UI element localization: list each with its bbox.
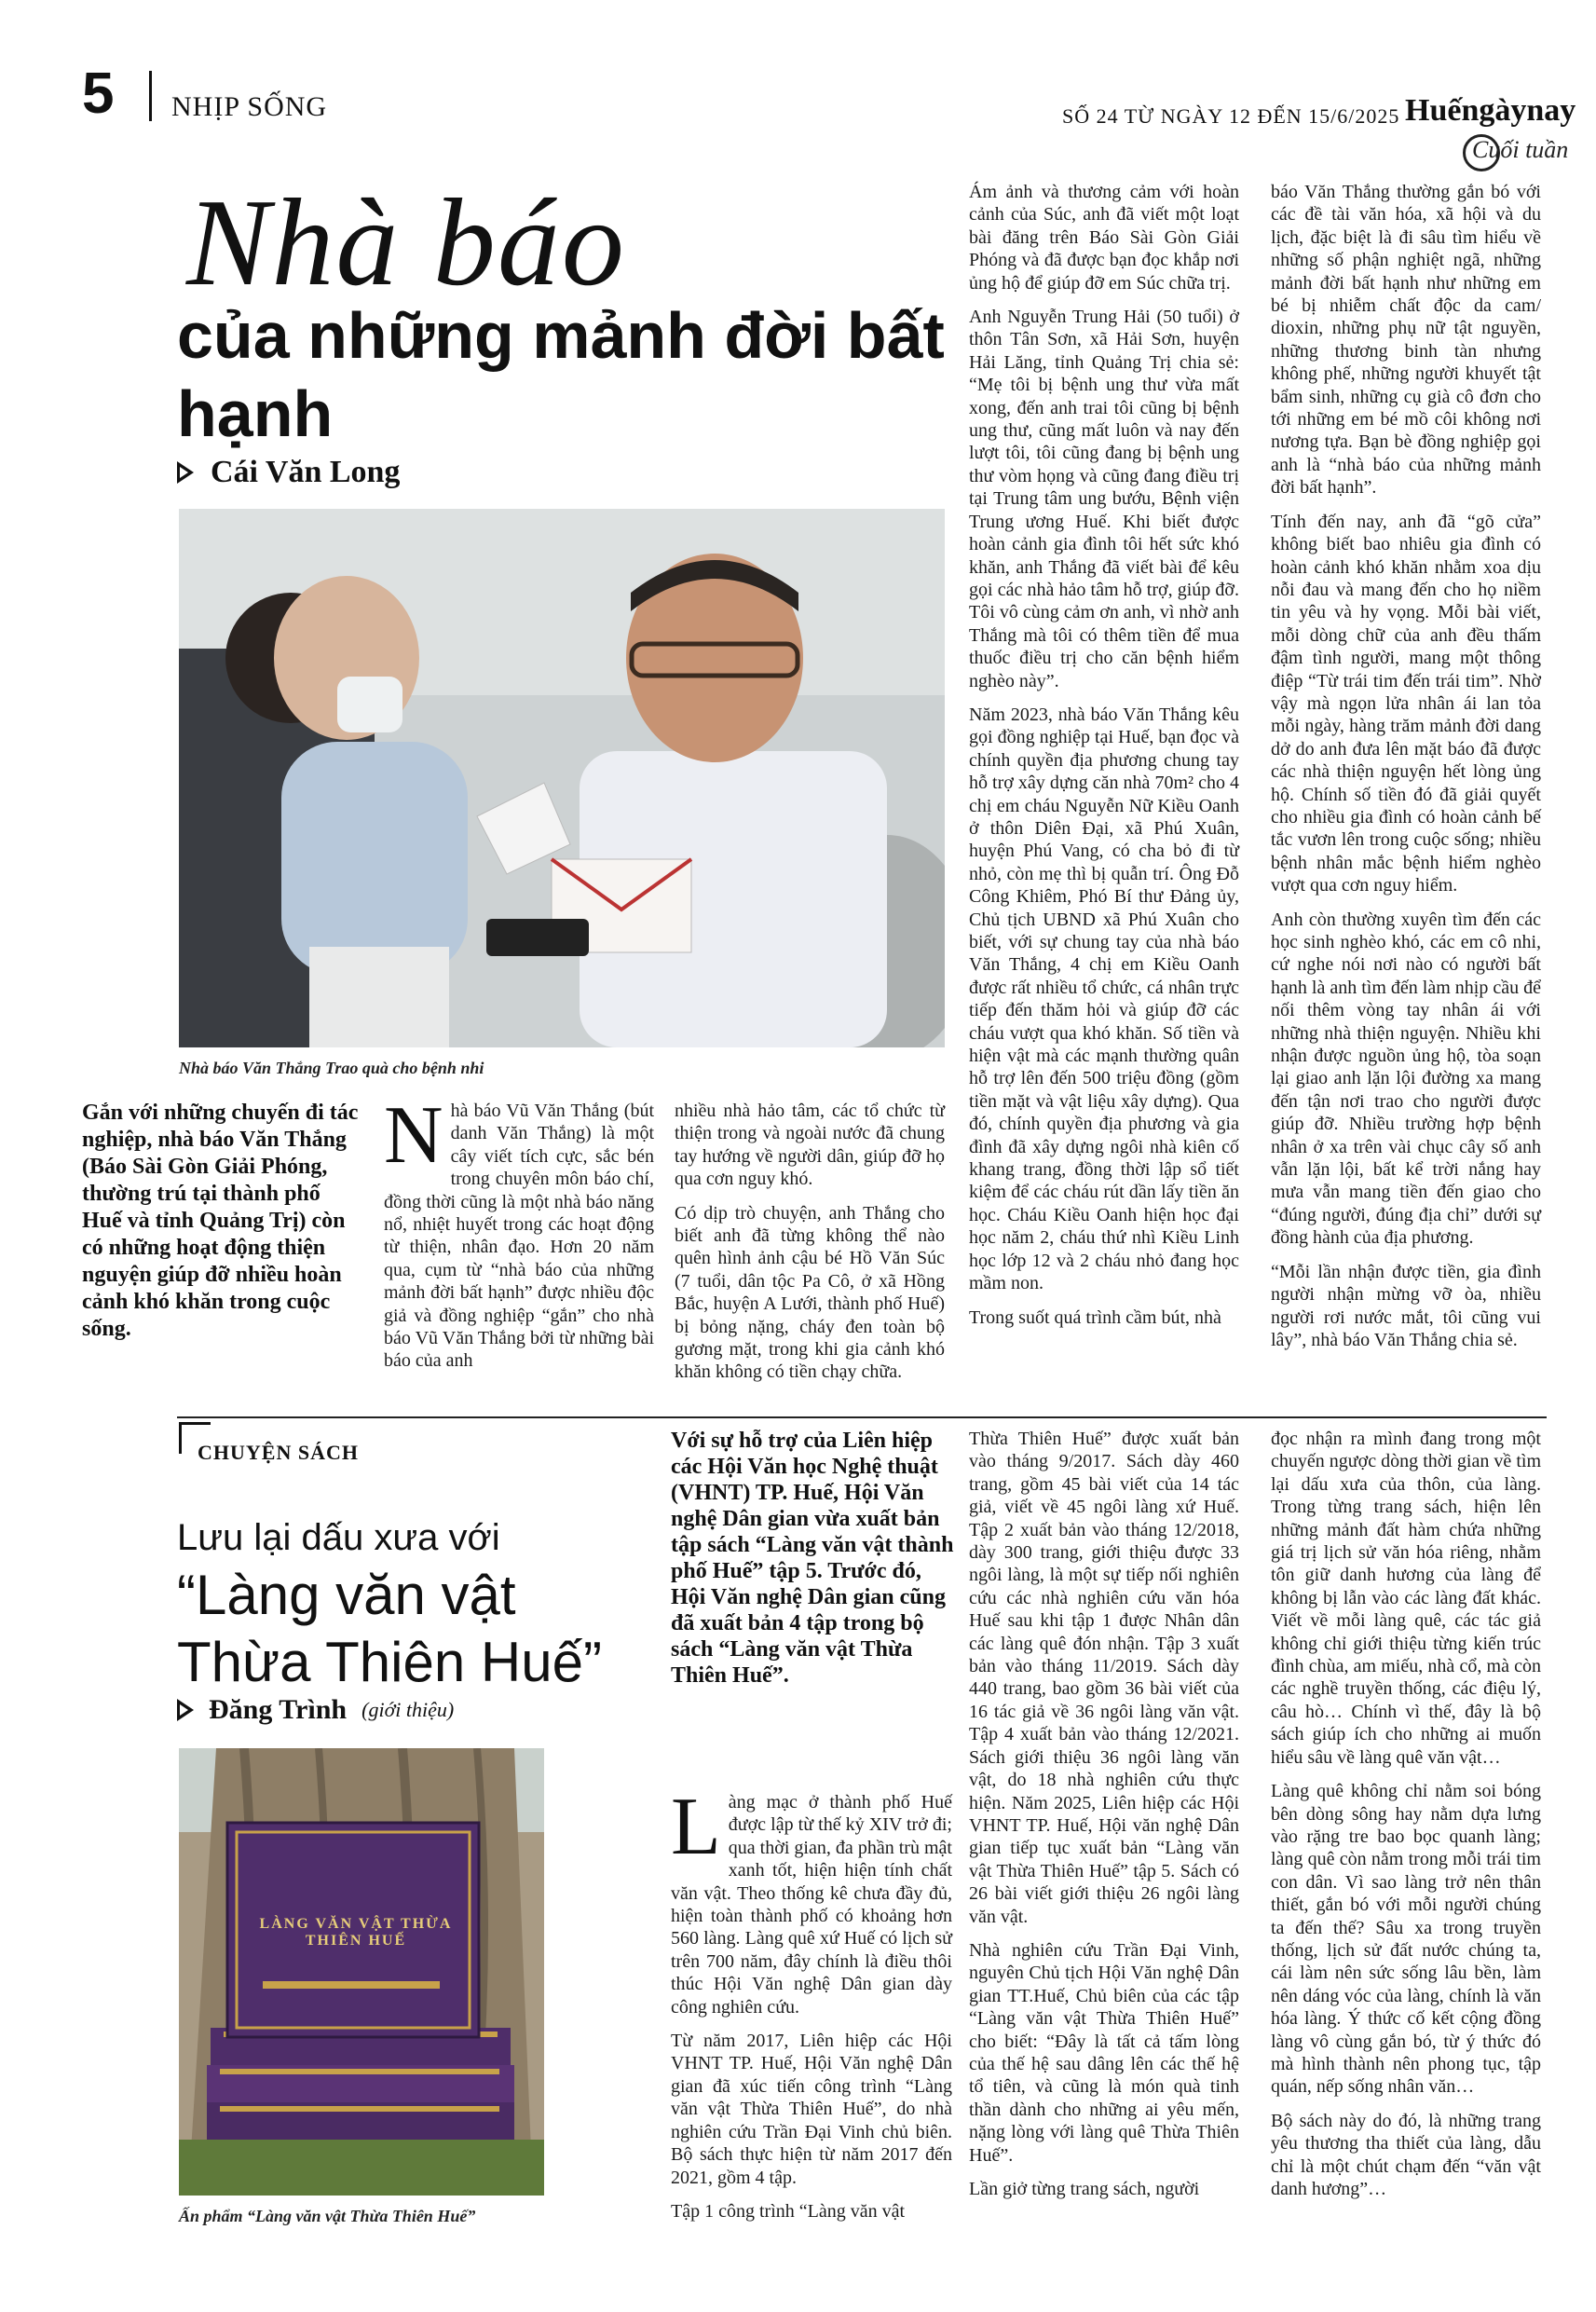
article1-column-4 [1271, 181, 1541, 1362]
article2-photo-caption: Ấn phẩm “Làng văn vật Thừa Thiên Huế” [179, 2207, 476, 2225]
article2-col2-paragraph: Tập 1 công trình “Làng văn vật [671, 2200, 906, 2222]
article1-lede: Gắn với những chuyến đi tác nghiệp, nhà báo Văn Thắng (Báo Sài Gòn Giải Phóng, thường trú tại thành phố Huế và tỉnh Quảng Trị) còn có những hoạt động thiện nguyện giúp đỡ nhiều hoàn cảnh khó khăn trong cuộc sống. [82, 1101, 359, 1341]
book-cover-title: LÀNG VĂN VẬT THỪA THIÊN HUẾ [259, 1916, 453, 1949]
article2-col3-paragraph: Lần giở từng trang sách, người [969, 2179, 1200, 2199]
page-number: 5 [82, 62, 115, 126]
article1-photo-caption: Nhà báo Văn Thắng Trao quà cho bệnh nhi [179, 1059, 484, 1077]
article2-col4-paragraph: Bộ sách này do đó, là những trang yêu thương tha thiết của làng, dẫu chỉ là một chút chạm đến “văn vật danh hương”… [1271, 2110, 1541, 2199]
article1-col3-paragraph: Năm 2023, nhà báo Văn Thắng kêu gọi đồng nghiệp tại Huế, bạn đọc và chính quyền địa phương chung tay hỗ trợ xây dựng căn nhà 70m² cho 4 chị em cháu Nguyễn Nữ Kiều Oanh ở thôn Diên Đại, xã Phú Xuân, huyện Phú Vang, có cha bỏ đi từ nhỏ, còn mẹ thì bị quẫn trí. Ông Đỗ Công Khiêm, Phó Bí thư Đảng ủy, Chủ tịch UBND xã Phú Xuân cho biết, với sự chung tay của nhà báo Văn Thắng, 4 chị em Kiều Oanh được rất nhiều tổ chức, cá nhân trực tiếp đến thăm hỏi và giúp đỡ các cháu vượt qua khó khăn. Số tiền và hiện vật mà các mạnh thường quân hỗ trợ lên đến 500 triệu đồng (gồm tiền mặt và vật liệu xây dựng). Qua đó, chính quyền địa phương và gia đình đã xây dựng ngôi nhà kiên cố khang trang, đồng thời lập sổ tiết kiệm để các cháu rút dần lấy tiền ăn học. Cháu Kiều Oanh hiện học đại học năm 2, cháu thứ nhì Kiều Linh học lớp 12 và 2 cháu nhỏ đang học mầm non. [969, 704, 1239, 1294]
article1-col2-paragraph: Có dịp trò chuyện, anh Thắng cho biết anh đã từng không thể nào quên hình ảnh cậu bé Hồ Văn Súc (7 tuổi, dân tộc Pa Cô, ở xã Hồng Bắc, huyện A Lưới, thành phố Huế) bị bỏng nặng, cháy đen toàn bộ gương mặt, trong khi gia cảnh khó khăn không có tiền chạy chữa. [675, 1202, 945, 1383]
journalist-photo-illustration [179, 509, 945, 1047]
article1-author: Cái Văn Long [211, 455, 401, 489]
article2-byline-note: (giới thiệu) [361, 1698, 455, 1721]
article2-dropcap: L [671, 1782, 721, 1872]
article2-col2-paragraph: Từ năm 2017, Liên hiệp các Hội VHNT TP. Huế, Hội Văn nghệ Dân gian đã xúc tiến công trình “Làng văn vật Thừa Thiên Huế”, do nhà nghiên cứu Trần Đại Vinh chủ biên. Bộ sách thực hiện từ năm 2017 đến 2021, gồm 4 tập. [671, 2031, 952, 2188]
article1-col1-paragraph: Nhà báo Vũ Văn Thắng (bút danh Văn Thắng) là một cây viết tích cực, sắc bén trong chuyên môn báo chí, đồng thời cũng là một nhà báo năng nổ, nhiệt huyết trong các hoạt động từ thiện, nhân đạo. Hơn 20 năm qua, cụm từ “nhà báo của những mảnh đời bất hạnh” được nhiều độc giả và đồng nghiệp “gắn” cho nhà báo Vũ Văn Thắng bởi từ những bài báo của anh [384, 1090, 654, 1372]
article2-title-line1: Lưu lại dấu xưa với [177, 1517, 500, 1558]
article1-dropcap: N [384, 1090, 443, 1181]
article1-col3-paragraph: Trong suốt quá trình cầm bút, nhà [969, 1306, 1221, 1328]
article1-photo [179, 509, 945, 1047]
article1-title: của những mảnh đời bất hạnh [177, 299, 945, 450]
publication-logo-sub: Cuối tuần [1472, 136, 1569, 163]
article1-col2-paragraph: nhiều nhà hảo tâm, các tổ chức từ thiện trong và ngoài nước đã chung tay hướng về người dân, giúp đỡ họ qua cơn nguy khó. [675, 1101, 945, 1190]
article2-col2-paragraph: Làng mạc ở thành phố Huế được lập từ thế kỷ XIV trở đi; qua thời gian, đa phần trù mật xanh tốt, hiện hiện tính chất văn vật. Theo thống kê chưa đầy đủ, hiện toàn thành phố có khoảng hơn 560 làng. Làng quê xứ Huế có lịch sử trên 700 năm, đây chính là điều thôi thúc Hội Văn nghệ Dân gian dày công nghiên cứu. [671, 1782, 952, 2018]
article2-col3-paragraph: Thừa Thiên Huế” được xuất bản vào tháng 9/2017. Sách dày 460 trang, gồm 45 bài viết của 14 tác giả, viết về 45 ngôi làng xứ Huế. Tập 2 xuất bản vào tháng 12/2018, dày 300 trang, giới thiệu được 33 ngôi làng, là một sự tiếp nối nghiên cứu các nhà nghiên cứu văn hóa Huế sau khi tập 1 được Nhân dân các làng quê đón nhận. Tập 3 xuất bản vào tháng 11/2019. Sách dày 440 trang, bao gồm 36 bài viết của 16 tác giả về 36 ngôi làng văn vật. Tập 4 xuất bản vào tháng 12/2021. Sách giới thiệu 36 ngôi làng văn vật, do 18 nhà nghiên cứu thực hiện. Năm 2025, Liên hiệp các Hội VHNT TP. Huế, Hội văn nghệ Dân gian tiếp tục xuất bản “Làng văn vật Thừa Thiên Huế” tập 5. Sách có 26 bài viết giới thiệu 26 ngôi làng văn vật. [969, 1429, 1239, 1927]
article1-col4-paragraph: Tính đến nay, anh đã “gõ cửa” không biết bao nhiêu gia đình có hoàn cảnh khó khăn nhằm xoa dịu nỗi đau và mang đến cho họ niềm tin yêu và hy vọng. Mỗi bài viết, mỗi dòng chữ của anh đều thấm đậm tình người, mang một thông điệp “Từ trái tim đến trái tim”. Nhờ vậy mà ngọn lửa nhân ái lan tỏa mỗi ngày, hàng trăm mảnh đời dang dở do anh đưa lên mặt báo đã được các nhà thiện nguyện hết lòng ủng hộ. Chính số tiền đó đã giải quyết cho nhiều gia đình có hoàn cảnh bế tắc vươn lên trong cuộc sống; nhiều bệnh nhân mắc bệnh hiểm nghèo vượt qua cơn nguy hiểm. [1271, 511, 1541, 896]
article2-col3-paragraph: Nhà nghiên cứu Trần Đại Vinh, nguyên Chủ tịch Hội Văn nghệ Dân gian TT.Huế, Chủ biên của các tập “Làng văn vật Thừa Thiên Huế” cho biết: “Đây là tất cả tấm lòng của thế hệ sau dâng lên các thế hệ tổ tiên, và cũng là món quà tinh thần dành cho những ai yêu mến, nặng lòng với làng quê Thừa Thiên Huế”. [969, 1939, 1239, 2166]
section-name: NHỊP SỐNG [171, 91, 328, 122]
article1-col3-paragraph: Ám ảnh và thương cảm với hoàn cảnh của Súc, anh đã viết một loạt bài đăng trên Báo Sài Gòn Giải Phóng và đã được bạn đọc khắp nơi ủng hộ để giúp đỡ em Súc chữa trị. [969, 182, 1239, 294]
book-photo-illustration [179, 1748, 544, 2196]
issue-info: SỐ 24 TỪ NGÀY 12 ĐẾN 15/6/2025 [1062, 104, 1400, 128]
article2-title: “Làng văn vật Thừa Thiên Huế” [177, 1564, 602, 1693]
article1-title-script: Nhà báo [186, 173, 626, 311]
article2-lede: Với sự hỗ trợ của Liên hiệp các Hội Văn học Nghệ thuật (VHNT) TP. Huế, Hội Văn nghệ Dân gian vừa xuất bản tập sách “Làng văn vật thành phố Huế” tập 5. Trước đó, Hội Văn nghệ Dân gian cũng đã xuất bản 4 tập trong bộ sách “Làng văn vật Thừa Thiên Huế”. [671, 1429, 954, 1688]
article2-col4-paragraph: đọc nhận ra mình đang trong một chuyến ngược dòng thời gian về tìm lại dấu xưa của thôn, của làng. Trong từng trang sách, hiện lên những mảnh đất hàm chứa những giá trị lịch sử văn hóa riêng, nhằm tôn giữ danh hương của làng để không bị lẫn vào các làng đất khác. Viết về mỗi làng quê, các tác giả không chỉ giới thiệu từng kiến trúc đình chùa, am miếu, nhà cổ, mà còn các nghề truyền thống, các điệu lý, câu hò… Chính vì thế, đây là bộ sách giúp ích cho những ai muốn hiểu sâu về làng quê văn vật… [1271, 1429, 1541, 1768]
byline-triangle-icon [177, 461, 194, 484]
publication-logo: Huếngàynay [1405, 93, 1576, 128]
article1-column-3 [969, 181, 1239, 1340]
article2-photo [179, 1748, 544, 2196]
article1-col4-paragraph: Anh còn thường xuyên tìm đến các học sinh nghèo khó, các em cô nhi, cứ nghe nói nơi nào có người bất hạnh là anh tìm đến làm nhịp cầu để nối thêm vòng tay nhân ái với những nhà thiện nguyện. Nhiều khi nhận được nguồn ủng hộ, tòa soạn lại giao anh lặn lội đường xa mang đến tận nơi trao cho người được giúp đỡ. Nhiều trường hợp bệnh nhân ở xa trên vài chục cây số anh vẫn lặn lội, bất kể trời nắng hay mưa vẫn mang tiền đến giao cho “đúng người, đúng địa chỉ” dưới sự đồng hành của địa phương. [1271, 909, 1541, 1249]
article2-column-3 [969, 1428, 1239, 2211]
article1-col4-paragraph: “Mỗi lần nhận được tiền, gia đình người nhận mừng vỡ òa, nhiều người rơi nước mắt, tôi cũng vui lây”, nhà báo Văn Thắng chia sẻ. [1271, 1261, 1541, 1350]
article2-column-4 [1271, 1428, 1541, 2211]
header-divider [149, 71, 152, 121]
article1-column-2 [675, 1100, 945, 1395]
article2-byline [177, 1694, 454, 1726]
article2-kicker: CHUYỆN SÁCH [198, 1441, 359, 1464]
article1-col3-paragraph: Anh Nguyễn Trung Hải (50 tuổi) ở thôn Tân Sơn, xã Hải Sơn, huyện Hải Lăng, tỉnh Quảng Trị chia sẻ: “Mẹ tôi bị bệnh ung thư vừa mất xong, đến anh trai tôi cũng bị bệnh ung thư, cũng mất luôn và nay đến lượt tôi, tôi cũng đang bị bệnh ung thư vòm họng và cũng đang điều trị tại Trung tâm ung bướu, Bệnh viện Trung ương Huế. Khi biết được hoàn cảnh gia đình tôi hết sức khó khăn, anh Thắng đã viết bài để kêu gọi các nhà hảo tâm hỗ trợ, giúp đỡ. Tôi vô cùng cảm ơn anh, vì nhờ anh Thắng mà tôi có thêm tiền để mua thuốc điều trị cho căn bệnh hiểm nghèo này”. [969, 307, 1239, 691]
section-divider [177, 1416, 1547, 1418]
article2-author: Đăng Trình [209, 1694, 348, 1725]
article2-col4-paragraph: Làng quê không chỉ nằm soi bóng bên dòng sông hay nằm dựa lưng vào rặng tre bao bọc quanh làng; làng quê còn nằm trong mỗi trái tim con dân. Vì sao làng trở nên thân thiết, gắn bó với mỗi người chúng ta đến thế? Sâu xa trong truyền thống, lịch sử đất nước chúng ta, cái làm nên sức sống lâu bền, làm nên dáng vóc của làng, chính là văn hóa làng. Ý thức cố kết cộng đồng làng vô cùng gắn bó, từ ý thức đó mà hình thành nên phong tục, tập quán, nếp sống nhân văn… [1271, 1781, 1541, 2098]
article2-column-2 [671, 1782, 952, 2234]
article1-col4-paragraph: báo Văn Thắng thường gắn bó với các đề tài văn hóa, xã hội và du lịch, đặc biệt là đi sâu tìm hiểu về những số phận nghiệt ngã, những mảnh đời bất hạnh như những em bé bị nhiễm chất độc da cam/ dioxin, những phụ nữ tật nguyền, những thương binh tàn nhưng không phế, những người khuyết tật bẩm sinh, những cụ già cô đơn cho tới những em bé mồ côi không nơi nương tựa. Bạn bè đồng nghiệp gọi anh là “nhà báo của những mảnh đời bất hạnh”. [1271, 182, 1541, 499]
article1-byline [177, 455, 400, 490]
byline-triangle-icon [177, 1699, 194, 1721]
article1-column-1 [384, 1090, 654, 1384]
